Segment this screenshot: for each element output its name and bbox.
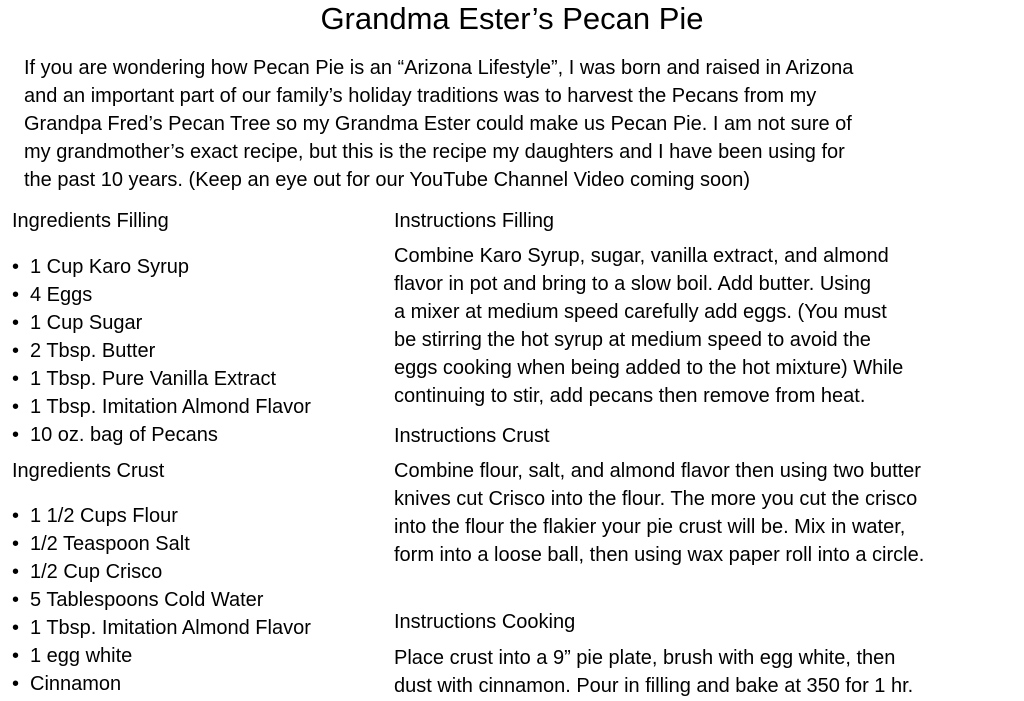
bullet-icon: • (12, 284, 20, 306)
instruction-line: form into a loose ball, then using wax paper roll into a circle. (394, 544, 925, 566)
list-item (12, 421, 311, 449)
ingredient-text: Cinnamon (30, 673, 122, 695)
instruction-line: dust with cinnamon. Pour in filling and bake at 350 for 1 hr. (394, 675, 914, 697)
list-item (12, 502, 311, 530)
ingredient-text: 1 egg white (30, 645, 133, 667)
ingredient-text: 1/2 Cup Crisco (30, 561, 163, 583)
ingredient-text: 1/2 Teaspoon Salt (30, 533, 190, 555)
bullet-icon: • (12, 340, 20, 362)
list-item (12, 393, 311, 421)
instruction-line: continuing to stir, add pecans then remove from heat. (394, 385, 866, 407)
instruction-line: knives cut Crisco into the flour. The more you cut the crisco (394, 488, 918, 510)
ingredient-text: 1 Tbsp. Pure Vanilla Extract (30, 368, 277, 390)
ingredients-crust-list (12, 502, 311, 698)
bullet-icon: • (12, 589, 20, 611)
instruction-line: Combine flour, salt, and almond flavor then using two butter (394, 460, 921, 482)
instructions-crust-text (394, 457, 1019, 569)
instruction-line: be stirring the hot syrup at medium speed to avoid the (394, 329, 871, 351)
list-item (12, 365, 311, 393)
bullet-icon: • (12, 312, 20, 334)
intro-line: the past 10 years. (Keep an eye out for our YouTube Channel Video coming soon) (24, 169, 751, 191)
bullet-icon: • (12, 396, 20, 418)
instruction-line: Combine Karo Syrup, sugar, vanilla extract, and almond (394, 245, 889, 267)
instruction-line: a mixer at medium speed carefully add eggs. (You must (394, 301, 887, 323)
instruction-line: into the flour the flakier your pie crust will be. Mix in water, (394, 516, 906, 538)
instruction-line: Place crust into a 9” pie plate, brush with egg white, then (394, 647, 896, 669)
list-item (12, 309, 311, 337)
instruction-line: eggs cooking when being added to the hot mixture) While (394, 357, 904, 379)
instruction-line: flavor in pot and bring to a slow boil. Add butter. Using (394, 273, 871, 295)
list-item (12, 670, 311, 698)
ingredient-text: 1 Cup Sugar (30, 312, 143, 334)
list-item (12, 558, 311, 586)
intro-line: Grandpa Fred’s Pecan Tree so my Grandma Ester could make us Pecan Pie. I am not sure of (24, 113, 852, 135)
instructions-cooking-heading: Instructions Cooking (394, 611, 576, 633)
instructions-filling-heading: Instructions Filling (394, 210, 555, 232)
intro-line: my grandmother’s exact recipe, but this is the recipe my daughters and I have been using for (24, 141, 845, 163)
bullet-icon: • (12, 617, 20, 639)
bullet-icon: • (12, 368, 20, 390)
ingredient-text: 1 Tbsp. Imitation Almond Flavor (30, 396, 311, 418)
bullet-icon: • (12, 645, 20, 667)
intro-line: If you are wondering how Pecan Pie is an “Arizona Lifestyle”, I was born and raised in Arizona (24, 57, 854, 79)
list-item (12, 281, 311, 309)
bullet-icon: • (12, 533, 20, 555)
ingredient-text: 2 Tbsp. Butter (30, 340, 156, 362)
list-item (12, 337, 311, 365)
ingredient-text: 4 Eggs (30, 284, 93, 306)
bullet-icon: • (12, 505, 20, 527)
ingredient-text: 5 Tablespoons Cold Water (30, 589, 264, 611)
bullet-icon: • (12, 673, 20, 695)
list-item (12, 614, 311, 642)
list-item (12, 586, 311, 614)
intro-line: and an important part of our family’s holiday traditions was to harvest the Pecans from my (24, 85, 817, 107)
instructions-filling-text (394, 242, 1019, 410)
bullet-icon: • (12, 256, 20, 278)
intro-paragraph (24, 54, 1014, 194)
ingredients-filling-list (12, 253, 311, 449)
page-title: Grandma Ester’s Pecan Pie (320, 1, 704, 36)
ingredients-crust-heading: Ingredients Crust (12, 460, 165, 482)
ingredient-text: 1 Tbsp. Imitation Almond Flavor (30, 617, 311, 639)
ingredients-filling-heading: Ingredients Filling (12, 210, 169, 232)
list-item (12, 253, 311, 281)
bullet-icon: • (12, 561, 20, 583)
bullet-icon: • (12, 424, 20, 446)
ingredient-text: 1 Cup Karo Syrup (30, 256, 189, 278)
ingredient-text: 1 1/2 Cups Flour (30, 505, 178, 527)
instructions-cooking-text (394, 644, 1019, 700)
ingredient-text: 10 oz. bag of Pecans (30, 424, 218, 446)
instructions-crust-heading: Instructions Crust (394, 425, 550, 447)
list-item (12, 642, 311, 670)
list-item (12, 530, 311, 558)
